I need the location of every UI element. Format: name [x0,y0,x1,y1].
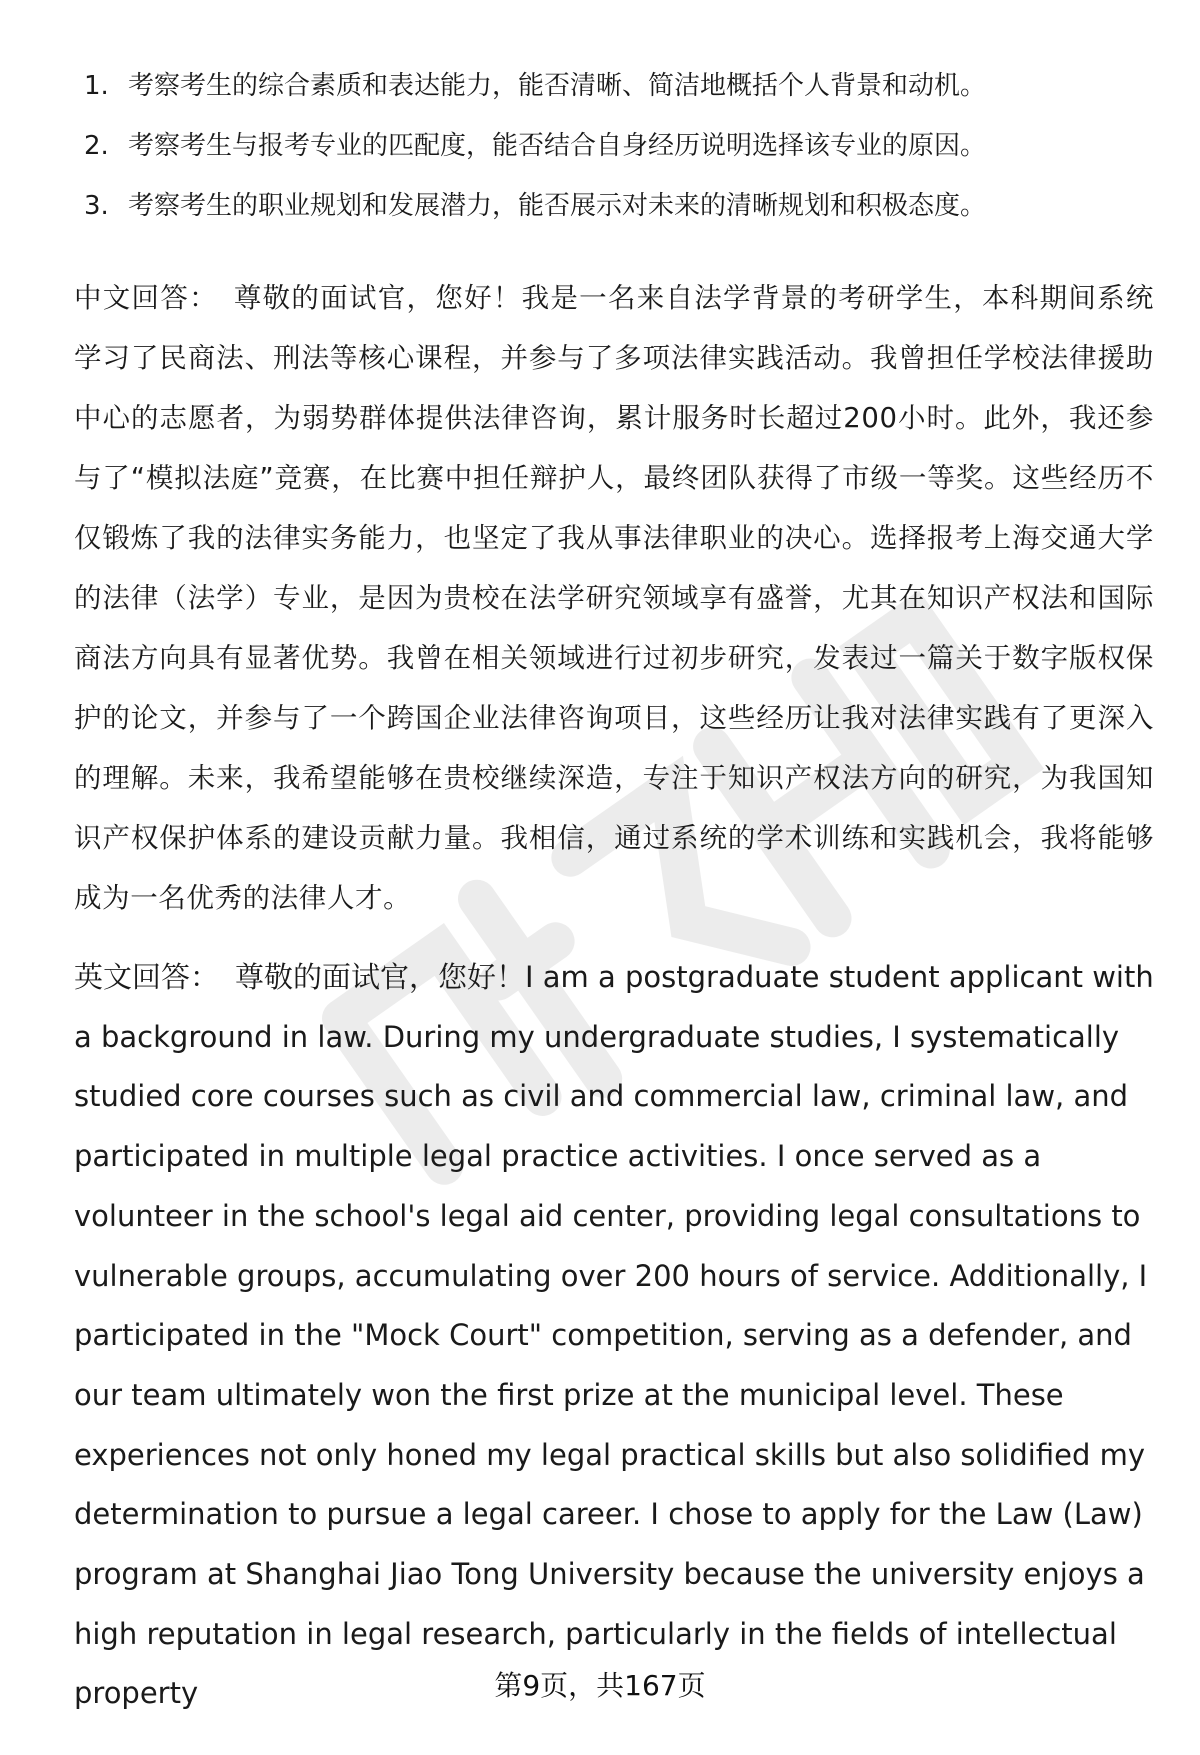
criteria-number: 2. [84,131,109,161]
english-answer-label: 英文回答： [74,960,220,994]
evaluation-criteria-list [84,56,1144,236]
criteria-item [84,116,1144,176]
chinese-answer-label: 中文回答： [74,282,218,314]
english-answer-text: 尊敬的面试官，您好！I am a postgraduate student applicant with a background in law. During my undergraduate studies, I systematically studied core courses such as civil and commercial law, criminal law, and participated in multiple legal practice activities. I once served as a volunteer in the school's legal aid center, providing legal consultations to vulnerable groups, accumulating over 200 hours of service. Additionally, I participated in the "Mock Court" competition, serving as a defender, and our team ultimately won the first prize at the municipal level. These experiences not only honed my legal practical skills but also solidified my determination to pursue a legal career. I chose to apply for the Law (Law) program at Shanghai Jiao Tong University because the university enjoys a high reputation in legal research, particularly in the fields of intellectual property [74,960,1154,1711]
criteria-item [84,56,1144,116]
english-answer-paragraph [74,948,1154,1724]
criteria-item [84,176,1144,236]
chinese-answer-paragraph [74,268,1154,928]
criteria-text: 考察考生与报考专业的匹配度，能否结合自身经历说明选择该专业的原因。 [128,131,987,161]
chinese-answer-text: 尊敬的面试官，您好！我是一名来自法学背景的考研学生，本科期间系统学习了民商法、刑法等核心课程，并参与了多项法律实践活动。我曾担任学校法律援助中心的志愿者，为弱势群体提供法律咨询，累计服务时长超过200小时。此外，我还参与了“模拟法庭”竞赛，在比赛中担任辩护人，最终团队获得了市级一等奖。这些经历不仅锻炼了我的法律实务能力，也坚定了我从事法律职业的决心。选择报考上海交通大学的法律（法学）专业，是因为贵校在法学研究领域享有盛誉，尤其在知识产权法和国际商法方向具有显著优势。我曾在相关领域进行过初步研究，发表过一篇关于数字版权保护的论文，并参与了一个跨国企业法律咨询项目，这些经历让我对法律实践有了更深入的理解。未来，我希望能够在贵校继续深造，专注于知识产权法方向的研究，为我国知识产权保护体系的建设贡献力量。我相信，通过系统的学术训练和实践机会，我将能够成为一名优秀的法律人才。 [74,282,1154,914]
criteria-number: 1. [84,71,109,101]
criteria-text: 考察考生的职业规划和发展潜力，能否展示对未来的清晰规划和积极态度。 [128,191,987,221]
page-number-footer: 第9页，共167页 [494,1669,706,1702]
criteria-number: 3. [84,191,109,221]
criteria-text: 考察考生的综合素质和表达能力，能否清晰、简洁地概括个人背景和动机。 [128,71,987,101]
